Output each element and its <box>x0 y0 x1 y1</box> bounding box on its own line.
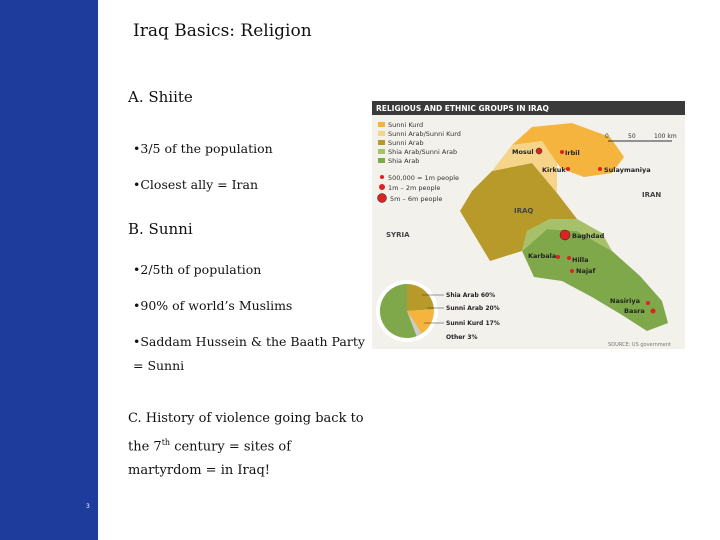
city-dot-irbil <box>560 150 564 154</box>
city-mosul: Mosul <box>512 148 534 156</box>
sidebar-band <box>0 0 98 540</box>
city-nasiriya: Nasiriya <box>610 297 640 305</box>
size-legend-large: 5m – 6m people <box>390 195 443 203</box>
legend-swatch-shia-sunni <box>378 149 385 154</box>
legend-swatch-sunni-arab-kurd <box>378 131 385 136</box>
pie-label-sunni-arab: Sunni Arab 20% <box>446 305 500 312</box>
city-hilla: Hilla <box>572 256 589 264</box>
city-basra: Basra <box>624 307 645 315</box>
bullet-shiite-ally: •Closest ally = Iran <box>133 177 259 192</box>
legend-sunni-arab: Sunni Arab <box>388 139 424 147</box>
bullet-shiite-population: •3/5 of the population <box>133 141 273 156</box>
iraq-religion-map <box>372 101 685 349</box>
legend-shia-sunni: Shia Arab/Sunni Arab <box>388 148 458 156</box>
city-dot-kirkuk <box>566 167 570 171</box>
bullet-sunni-continuation: = Sunni <box>133 358 185 373</box>
legend-swatch-sunni-arab <box>378 140 385 145</box>
legend-sunni-arab-kurd: Sunni Arab/Sunni Kurd <box>388 130 461 138</box>
history-paragraph <box>128 407 368 483</box>
city-baghdad: Baghdad <box>572 232 605 240</box>
legend-swatch-shia-arab <box>378 158 385 163</box>
bullet-sunni-saddam: •Saddam Hussein & the Baath Party <box>133 334 365 349</box>
city-dot-mosul <box>536 148 542 154</box>
pie-label-sunni-kurd: Sunni Kurd 17% <box>446 320 500 327</box>
size-dot-medium <box>379 184 385 190</box>
legend-shia-arab: Shia Arab <box>388 157 420 165</box>
city-dot-baghdad <box>560 230 570 240</box>
legend-sunni-kurd: Sunni Kurd <box>388 121 424 129</box>
size-dot-small <box>380 175 384 179</box>
scale-end: 100 km <box>654 133 677 140</box>
city-dot-basra <box>651 309 656 314</box>
size-dot-large <box>378 194 387 203</box>
city-karbala: Karbala <box>528 252 557 260</box>
pie-label-shia-arab: Shia Arab 60% <box>446 292 496 299</box>
city-irbil: Irbil <box>565 149 580 157</box>
history-superscript: th <box>161 438 171 447</box>
size-legend-medium: 1m – 2m people <box>388 184 441 192</box>
slide-number: 3 <box>86 503 90 510</box>
history-text-start: C. History of violence going back to the 7 <box>128 411 364 455</box>
label-syria: SYRIA <box>386 231 410 239</box>
city-najaf: Najaf <box>576 267 596 275</box>
map-title: RELIGIOUS AND ETHNIC GROUPS IN IRAQ <box>376 104 549 113</box>
city-dot-najaf <box>570 269 574 273</box>
history-text-end: century = sites of martyrdom = in Iraq! <box>128 439 292 479</box>
bullet-sunni-world: •90% of world’s Muslims <box>133 298 293 313</box>
label-iraq: IRAQ <box>514 207 534 215</box>
city-dot-sulaymaniya <box>598 167 602 171</box>
city-dot-nasiriya <box>646 301 650 305</box>
city-dot-hilla <box>567 256 571 260</box>
city-kirkuk: Kirkuk <box>542 166 566 174</box>
heading-shiite: A. Shiite <box>128 88 193 106</box>
heading-sunni: B. Sunni <box>128 220 193 238</box>
bullet-sunni-population: •2/5th of population <box>133 262 262 277</box>
size-legend-small: 500,000 = 1m people <box>388 174 460 182</box>
city-sulaymaniya: Sulaymaniya <box>604 166 651 174</box>
city-dot-karbala <box>556 255 560 259</box>
legend-swatch-sunni-kurd <box>378 122 385 127</box>
slide-title: Iraq Basics: Religion <box>133 21 312 41</box>
pie-label-other: Other 3% <box>446 334 478 341</box>
map-source: SOURCE: US government <box>608 342 671 348</box>
scale-zero: 0 <box>605 133 609 140</box>
scale-mid: 50 <box>628 133 636 140</box>
label-iran: IRAN <box>642 191 662 199</box>
